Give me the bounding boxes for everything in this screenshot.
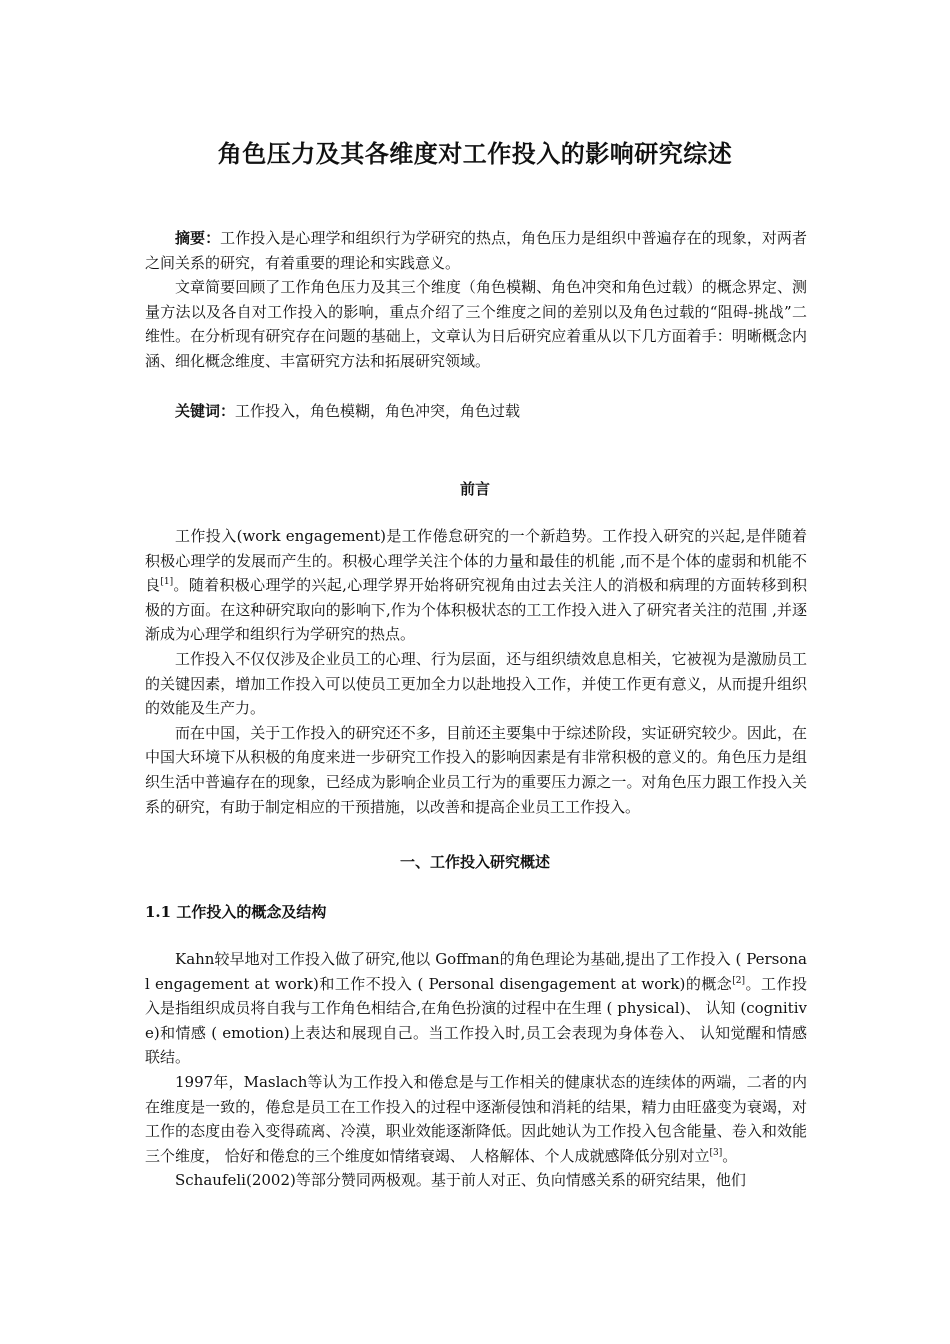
abstract-paragraph-2: 文章简要回顾了工作角色压力及其三个维度（角色模糊、角色冲突和角色过载）的概念界定、测量方法以及各自对工作投入的影响，重点介绍了三个维度之间的差别以及角色过载的“阻碍-挑战”二维性。在分析现有研究存在问题的基础上，文章认为日后研究应着重从以下几方面着手：明晰概念内涵、细化概念维度、丰富研究方法和拓展研究领域。 bbox=[145, 278, 807, 370]
preface-paragraph-1 bbox=[145, 524, 807, 647]
paper-title: 角色压力及其各维度对工作投入的影响研究综述 bbox=[217, 139, 733, 168]
keywords-block bbox=[145, 399, 807, 424]
section-1-body bbox=[145, 947, 807, 1193]
section-1-paragraph-2 bbox=[145, 1070, 807, 1168]
keywords-line bbox=[145, 399, 807, 424]
citation-ref: [1] bbox=[160, 577, 174, 588]
section-1-text-1a: Kahn较早地对工作投入做了研究,他以 Goffman的角色理论为基础,提出了工作投入 ( Personal engagement at work)和工作不投入 ( Personal disengagement at work)的概念 bbox=[145, 950, 807, 993]
section-1-heading: 一、工作投入研究概述 bbox=[399, 853, 550, 871]
section-1-paragraph-1 bbox=[145, 947, 807, 1070]
preface-paragraph-2: 工作投入不仅仅涉及企业员工的心理、行为层面，还与组织绩效息息相关，它被视为是激励员工的关键因素，增加工作投入可以使员工更加全力以赴地投入工作，并使工作更有意义，从而提升组织的效能及生产力。 bbox=[145, 649, 807, 718]
section-1-text-1b: 。工作投入是指组织成员将自我与工作角色相结合,在角色扮演的过程中在生理 ( physical)、 认知 (cognitive)和情感 ( emotion)上表达和展现自己。当工作投入时,员工会表现为身体卷入、 认知觉醒和情感联结。 bbox=[145, 974, 807, 1067]
section-1-text-2a: 1997年，Maslach等认为工作投入和倦怠是与工作相关的健康状态的连续体的两端，二者的内在维度是一致的，倦怠是员工在工作投入的过程中逐渐侵蚀和消耗的结果，精力由旺盛变为衰竭，对工作的态度由卷入变得疏离、冷漠，职业效能逐渐降低。因此她认为工作投入包含能量、卷入和效能三个维度， 恰好和倦怠的三个维度如情绪衰竭、 人格解体、个人成就感降低分别对立 bbox=[145, 1072, 807, 1165]
keywords-label: 关键词： bbox=[175, 402, 236, 420]
abstract-paragraph-1 bbox=[145, 226, 807, 275]
preface-block bbox=[145, 524, 807, 819]
abstract-text-1: 工作投入是心理学和组织行为学研究的热点，角色压力是组织中普遍存在的现象，对两者之间关系的研究，有着重要的理论和实践意义。 bbox=[145, 229, 807, 272]
section-1-paragraph-3: Schaufeli(2002)等部分赞同两极观。基于前人对正、负向情感关系的研究结果，他们 bbox=[175, 1171, 746, 1190]
abstract-label: 摘要： bbox=[175, 229, 221, 247]
preface-text-1b: 。随着积极心理学的兴起,心理学界开始将研究视角由过去关注人的消极和病理的方面转移到积极的方面。在这种研究取向的影响下,作为个体积极状态的工工作投入进入了研究者关注的范围 ,并逐渐成为心理学和组织行为学研究的热点。 bbox=[145, 576, 807, 644]
abstract-block bbox=[145, 226, 807, 374]
preface-heading: 前言 bbox=[459, 480, 490, 498]
subsection-1-1-heading: 1.1 工作投入的概念及结构 bbox=[145, 903, 327, 921]
preface-text-1a: 工作投入(work engagement)是工作倦怠研究的一个新趋势。工作投入研究的兴起,是伴随着积极心理学的发展而产生的。积极心理学关注个体的力量和最佳的机能 ,而不是个体的虚弱和机能不良 bbox=[145, 527, 807, 595]
keywords-text: 工作投入，角色模糊，角色冲突，角色过载 bbox=[235, 402, 521, 420]
citation-ref: [3] bbox=[709, 1147, 723, 1158]
citation-ref: [2] bbox=[732, 975, 746, 986]
preface-paragraph-3: 而在中国，关于工作投入的研究还不多，目前还主要集中于综述阶段，实证研究较少。因此，在中国大环境下从积极的角度来进一步研究工作投入的影响因素是有非常积极的意义的。角色压力是组织生活中普遍存在的现象，已经成为影响企业员工行为的重要压力源之一。对角色压力跟工作投入关系的研究，有助于制定相应的干预措施，以改善和提高企业员工工作投入。 bbox=[145, 723, 807, 816]
section-1-text-2b: 。 bbox=[722, 1146, 738, 1165]
